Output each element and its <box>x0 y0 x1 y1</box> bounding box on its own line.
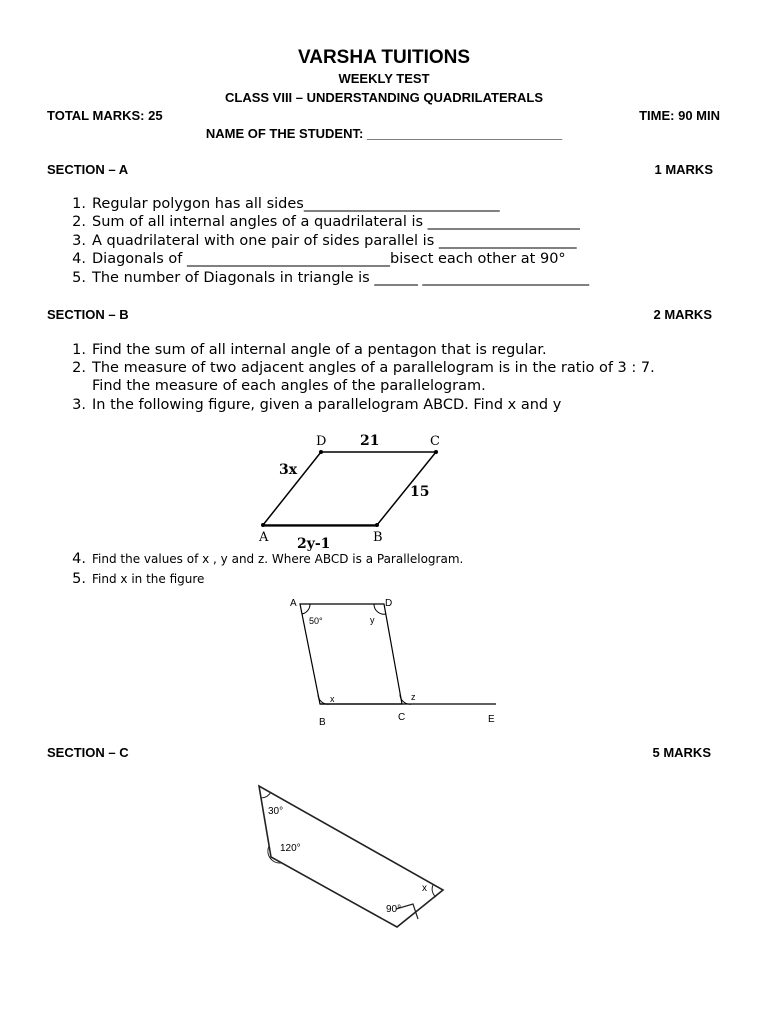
side-bc-label: 15 <box>410 484 430 500</box>
subject-line: CLASS VIII – UNDERSTANDING QUADRILATERALS <box>224 90 544 105</box>
angle-x-label: x <box>422 883 427 894</box>
point-e-label: E <box>488 714 495 725</box>
side-dc-label: 21 <box>360 433 380 449</box>
vertex-c-label: C <box>398 712 406 723</box>
total-marks: TOTAL MARKS: 25 <box>47 108 163 123</box>
section-a-marks: 1 MARKS <box>654 162 713 177</box>
section-b-title: SECTION – B <box>47 307 129 322</box>
vertex-a-label: A <box>290 598 297 609</box>
question-b5: 5. Find x in the figure <box>72 571 205 587</box>
question-b4: 4. Find the values of x , y and z. Where ABCD is a Parallelogram. <box>72 551 464 567</box>
vertex-d-label: D <box>316 434 327 449</box>
question-a1: 1. Regular polygon has all sides___________________________ <box>72 196 500 212</box>
quadrilateral-shape <box>259 786 443 927</box>
question-a4: 4. Diagonals of ____________________________bisect each other at 90° <box>72 251 566 267</box>
question-a3: 3. A quadrilateral with one pair of sides parallel is ___________________ <box>72 233 577 249</box>
vertex-d-label: D <box>385 598 393 609</box>
question-b1: 1. Find the sum of all internal angle of a pentagon that is regular. <box>72 342 547 358</box>
vertex-b-label: B <box>373 530 383 545</box>
angle-y-label: y <box>370 615 375 625</box>
parallelogram-figure-1 <box>250 428 450 554</box>
angle-30-label: 30° <box>268 806 284 817</box>
section-c-title: SECTION – C <box>47 745 129 760</box>
section-b-marks: 2 MARKS <box>653 307 712 322</box>
vertex-c-label: C <box>430 434 440 449</box>
quadrilateral-figure <box>230 762 470 962</box>
vertex-a-label: A <box>259 530 269 545</box>
angle-z-label: z <box>411 692 416 702</box>
vertex-b-label: B <box>319 717 326 728</box>
question-b2-continued: Find the measure of each angles of the parallelogram. <box>92 378 486 394</box>
question-b3: 3. In the following figure, given a parallelogram ABCD. Find x and y <box>72 397 562 413</box>
parallelogram-figure-2 <box>280 592 510 730</box>
side-ad-label: 3x <box>279 462 298 478</box>
angle-90-label: 90° <box>386 904 402 915</box>
student-name-field: NAME OF THE STUDENT: ___________________________ <box>205 126 563 141</box>
side-ab-label: 2y-1 <box>297 536 331 552</box>
question-a5: 5. The number of Diagonals in triangle is ______ _______________________ <box>72 270 590 286</box>
question-b2: 2. The measure of two adjacent angles of a parallelogram is in the ratio of 3 : 7. <box>72 360 655 376</box>
question-a2: 2. Sum of all internal angles of a quadrilateral is _____________________ <box>72 214 580 230</box>
time-limit: TIME: 90 MIN <box>639 108 720 123</box>
section-a-title: SECTION – A <box>47 162 129 177</box>
page-title: VARSHA TUITIONS <box>297 47 471 68</box>
angle-x-label: x <box>330 694 335 704</box>
angle-a-label: 50° <box>309 616 323 626</box>
test-type: WEEKLY TEST <box>338 71 430 86</box>
angle-120-label: 120° <box>280 843 301 854</box>
section-c-marks: 5 MARKS <box>652 745 711 760</box>
